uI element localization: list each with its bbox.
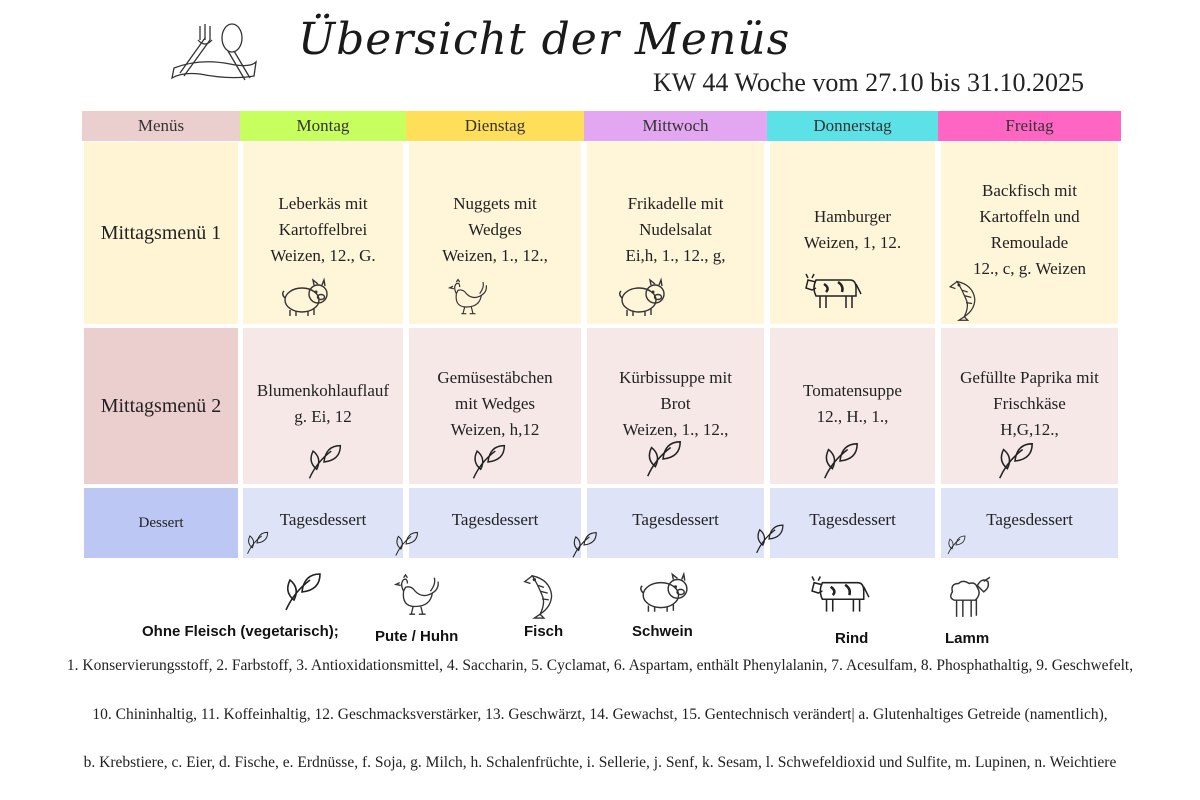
meal-text-line: Wedges — [468, 220, 522, 239]
row-label-mittagsmenue-2: Mittagsmenü 2 — [84, 328, 238, 484]
dessert-cell: Tagesdessert — [587, 488, 764, 558]
cow-icon — [804, 268, 864, 310]
pig-icon — [617, 276, 667, 318]
meal-text-line: Brot — [660, 394, 691, 413]
dessert-cell: Tagesdessert — [770, 488, 935, 558]
dessert-cell: Tagesdessert — [243, 488, 403, 558]
meal-text-line: Nudelsalat — [639, 220, 712, 239]
meal-text-line: Kartoffelbrei — [278, 220, 368, 239]
cow-icon — [810, 570, 872, 614]
fish-icon — [522, 572, 562, 620]
meal-text-line: Weizen, h,12 — [450, 420, 540, 439]
dessert-cell: Tagesdessert — [409, 488, 581, 558]
legend-label: Schwein — [632, 623, 693, 640]
meal-text-line: Kartoffeln und — [979, 207, 1080, 226]
row-label-dessert: Dessert — [84, 488, 238, 558]
leaf-icon — [568, 530, 600, 560]
meal-text-line: Weizen, 1., 12., — [622, 420, 729, 439]
legend-label: Fisch — [524, 623, 564, 640]
pig-icon — [638, 570, 690, 614]
meal-text-line: 12., c, g. Weizen — [972, 259, 1087, 278]
leaf-icon — [302, 442, 346, 482]
leaf-icon — [992, 440, 1038, 482]
day-header-mittwoch: Mittwoch — [584, 111, 767, 141]
meal-text-line: Tomatensuppe — [803, 381, 902, 400]
day-header-freitag: Freitag — [938, 111, 1121, 141]
legend-label: Lamm — [945, 630, 990, 647]
meal-text-line: Gefüllte Paprika mit — [960, 368, 1099, 387]
meal-text-line: g. Ei, 12 — [294, 407, 352, 426]
chicken-icon — [448, 276, 488, 318]
meal-text-line: Weizen, 12., G. — [270, 246, 376, 265]
lamb-icon — [942, 570, 992, 622]
meal-text-line: Kürbissuppe mit — [619, 368, 732, 387]
leaf-icon — [640, 438, 686, 480]
meal-text-line: Frischkäse — [993, 394, 1066, 413]
meal-cell — [587, 142, 764, 324]
fish-icon — [948, 278, 984, 322]
legend-label: Pute / Huhn — [375, 628, 459, 645]
meal-text-line: H,G,12., — [1000, 420, 1059, 439]
meal-text-line: 12., H., 1., — [816, 407, 889, 426]
meal-text-line: Gemüsestäbchen — [437, 368, 553, 387]
meal-text-line: Hamburger — [813, 207, 892, 226]
meal-text-line: Blumenkohlauflauf — [256, 381, 390, 400]
leaf-icon — [750, 522, 788, 556]
row-label-mittagsmenue-1: Mittagsmenü 1 — [84, 142, 238, 324]
meal-text-line: Nuggets mit — [453, 194, 537, 213]
cutlery-logo-icon — [170, 18, 260, 90]
footnote-line-1: 1. Konservierungsstoff, 2. Farbstoff, 3. Antioxidationsmittel, 4. Saccharin, 5. Cyclamat, 6. Aspartam, enthält Phenylalanin, 7. Acesulfam, 8. Phosphathaltig, 9. Geschwefelt, — [66, 657, 1134, 674]
leaf-icon — [817, 440, 863, 482]
header-corner-label: Menüs — [82, 111, 240, 141]
leaf-icon — [392, 530, 420, 558]
meal-text-line: Remoulade — [990, 233, 1069, 252]
leaf-icon — [278, 570, 326, 614]
meal-text-line: Backfisch mit — [982, 181, 1077, 200]
day-header-montag: Montag — [240, 111, 406, 141]
day-header-dienstag: Dienstag — [406, 111, 584, 141]
meal-cell — [409, 142, 581, 324]
week-subtitle: KW 44 Woche vom 27.10 bis 31.10.2025 — [653, 68, 1084, 97]
leaf-icon — [944, 534, 968, 556]
meal-text-line: Leberkäs mit — [278, 194, 368, 213]
meal-text-line: mit Wedges — [454, 394, 535, 413]
footnote-line-3: b. Krebstiere, c. Eier, d. Fische, e. Erdnüsse, f. Soja, g. Milch, h. Schalenfrüchte, i. Sellerie, j. Senf, k. Sesam, l. Schwefeldioxid und Sulfite, m. Lupinen, n. Weichtiere — [83, 754, 1117, 771]
day-header-donnerstag: Donnerstag — [767, 111, 938, 141]
legend-label: Ohne Fleisch (vegetarisch); — [142, 623, 339, 640]
leaf-icon — [244, 530, 270, 556]
page-title: Übersicht der Menüs — [298, 14, 791, 65]
chicken-icon — [394, 570, 440, 620]
pig-icon — [280, 276, 330, 318]
meal-text-line: Ei,h, 1., 12., g, — [625, 246, 726, 265]
leaf-icon — [466, 442, 510, 482]
footnote-line-2: 10. Chininhaltig, 11. Koffeinhaltig, 12. Geschmacksverstärker, 13. Geschwärzt, 14. Gewachst, 15. Gentechnisch verändert| a. Glutenhaltiges Getreide (namentlich), — [92, 706, 1108, 723]
meal-text-line: Weizen, 1., 12., — [442, 246, 548, 265]
meal-text-line: Weizen, 1, 12. — [803, 233, 902, 252]
dessert-cell: Tagesdessert — [941, 488, 1118, 558]
meal-text-line: Frikadelle mit — [627, 194, 724, 213]
legend-label: Rind — [835, 630, 869, 647]
